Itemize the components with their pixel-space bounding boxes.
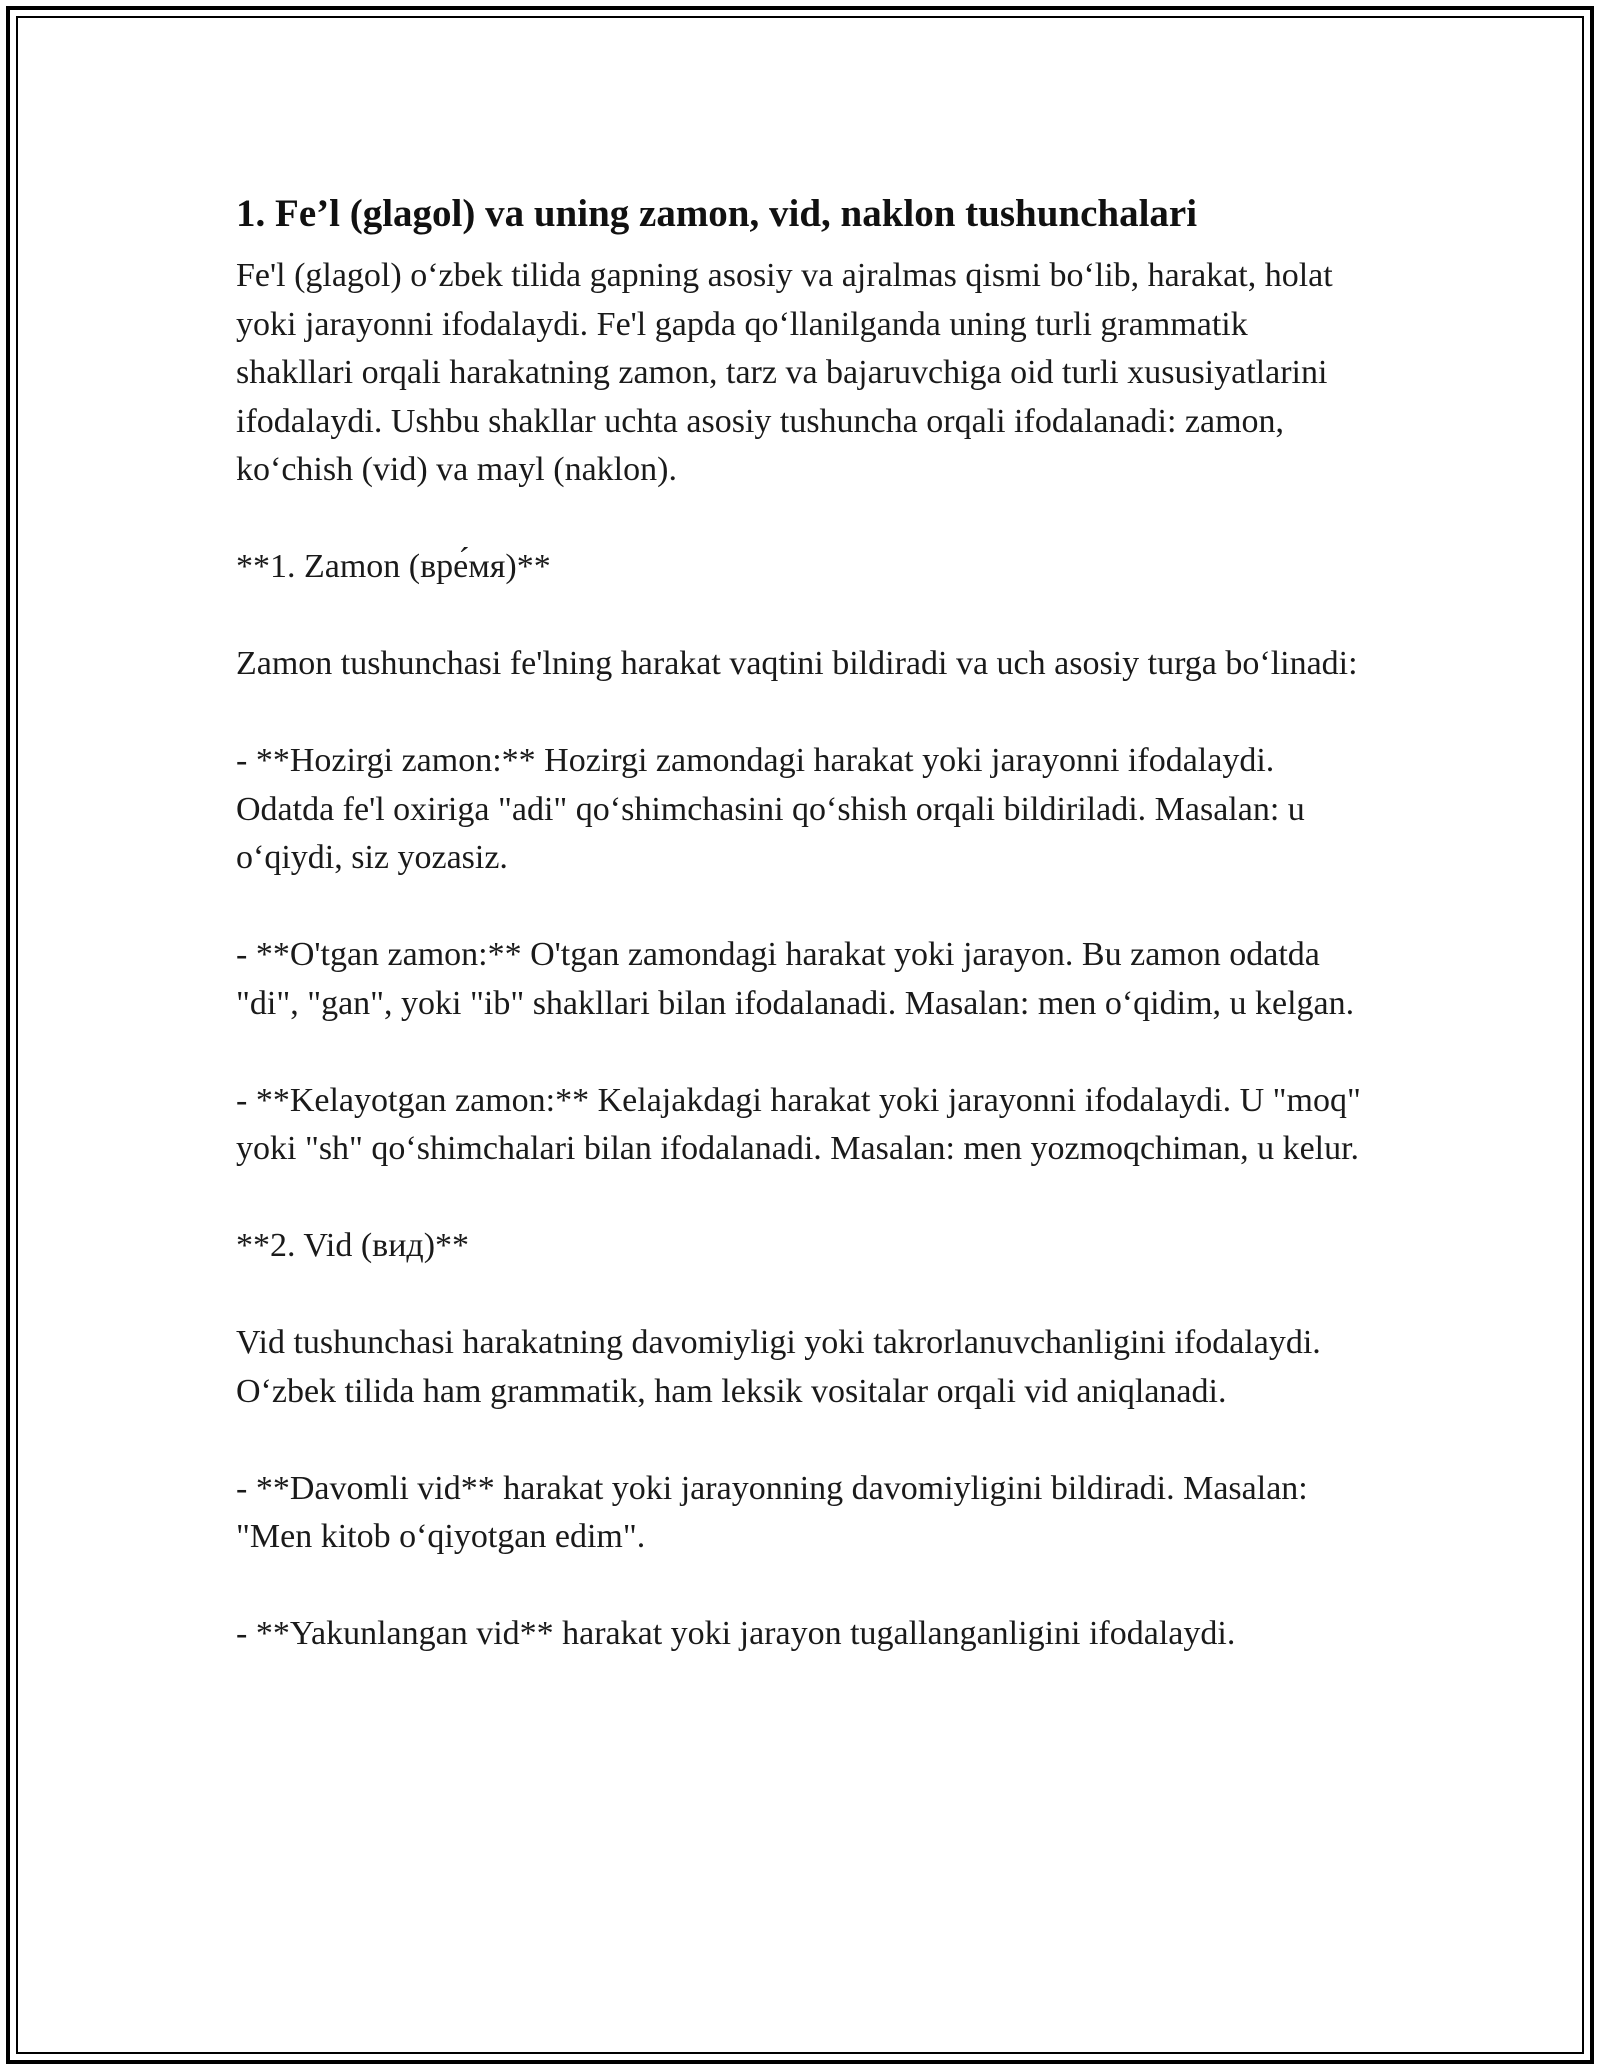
paragraph-zamon-intro: Zamon tushunchasi fe'lning harakat vaqtini bildiradi va uch asosiy turga bo‘linadi: <box>236 645 1358 682</box>
document-body <box>236 188 1370 1707</box>
list-item-yakunlangan-vid: - **Yakunlangan vid** harakat yoki jarayon tugallanganligini ifodalaydi. <box>236 1615 1236 1652</box>
list-item-hozirgi-zamon: - **Hozirgi zamon:** Hozirgi zamondagi harakat yoki jarayonni ifodalaydi. Odatda fe'l oxiriga "adi" qo‘shimchasini qo‘shish orqali bildiriladi. Masalan: u o‘qiydi, siz yozasiz. <box>236 742 1314 876</box>
section-heading-zamon: **1. Zamon (вре́мя)** <box>236 548 551 585</box>
list-item-otgan-zamon: - **O'tgan zamon:** O'tgan zamondagi harakat yoki jarayon. Bu zamon odatda "di", "gan", yoki "ib" shakllari bilan ifodalanadi. Masalan: men o‘qidim, u kelgan. <box>236 936 1355 1022</box>
document-heading: 1. Fe’l (glagol) va uning zamon, vid, naklon tushunchalari <box>236 192 1198 235</box>
paragraph-vid-intro: Vid tushunchasi harakatning davomiyligi yoki takrorlanuvchanligini ifodalaydi. O‘zbek tilida ham grammatik, ham leksik vositalar orqali vid aniqlanadi. <box>236 1324 1330 1410</box>
section-heading-vid: **2. Vid (вид)** <box>236 1227 470 1264</box>
list-item-davomli-vid: - **Davomli vid** harakat yoki jarayonning davomiyligini bildiradi. Masalan: "Men kitob o‘qiyotgan edim". <box>236 1469 1317 1555</box>
list-item-kelayotgan-zamon: - **Kelayotgan zamon:** Kelajakdagi harakat yoki jarayonni ifodalaydi. U "moq" yoki "sh" qo‘shimchalari bilan ifodalanadi. Masalan: men yozmoqchiman, u kelur. <box>236 1081 1370 1167</box>
paragraph-intro: Fe'l (glagol) o‘zbek tilida gapning asosiy va ajralmas qismi bo‘lib, harakat, holat yoki jarayonni ifodalaydi. Fe'l gapda qo‘llanilganda uning turli grammatik shakllari orqali harakatning zamon, tarz va bajaruvchiga oid turli xususiyatlarini ifodalaydi. Ushbu shakllar uchta asosiy tushuncha orqali ifodalanadi: zamon, ko‘chish (vid) va mayl (naklon). <box>236 257 1342 488</box>
